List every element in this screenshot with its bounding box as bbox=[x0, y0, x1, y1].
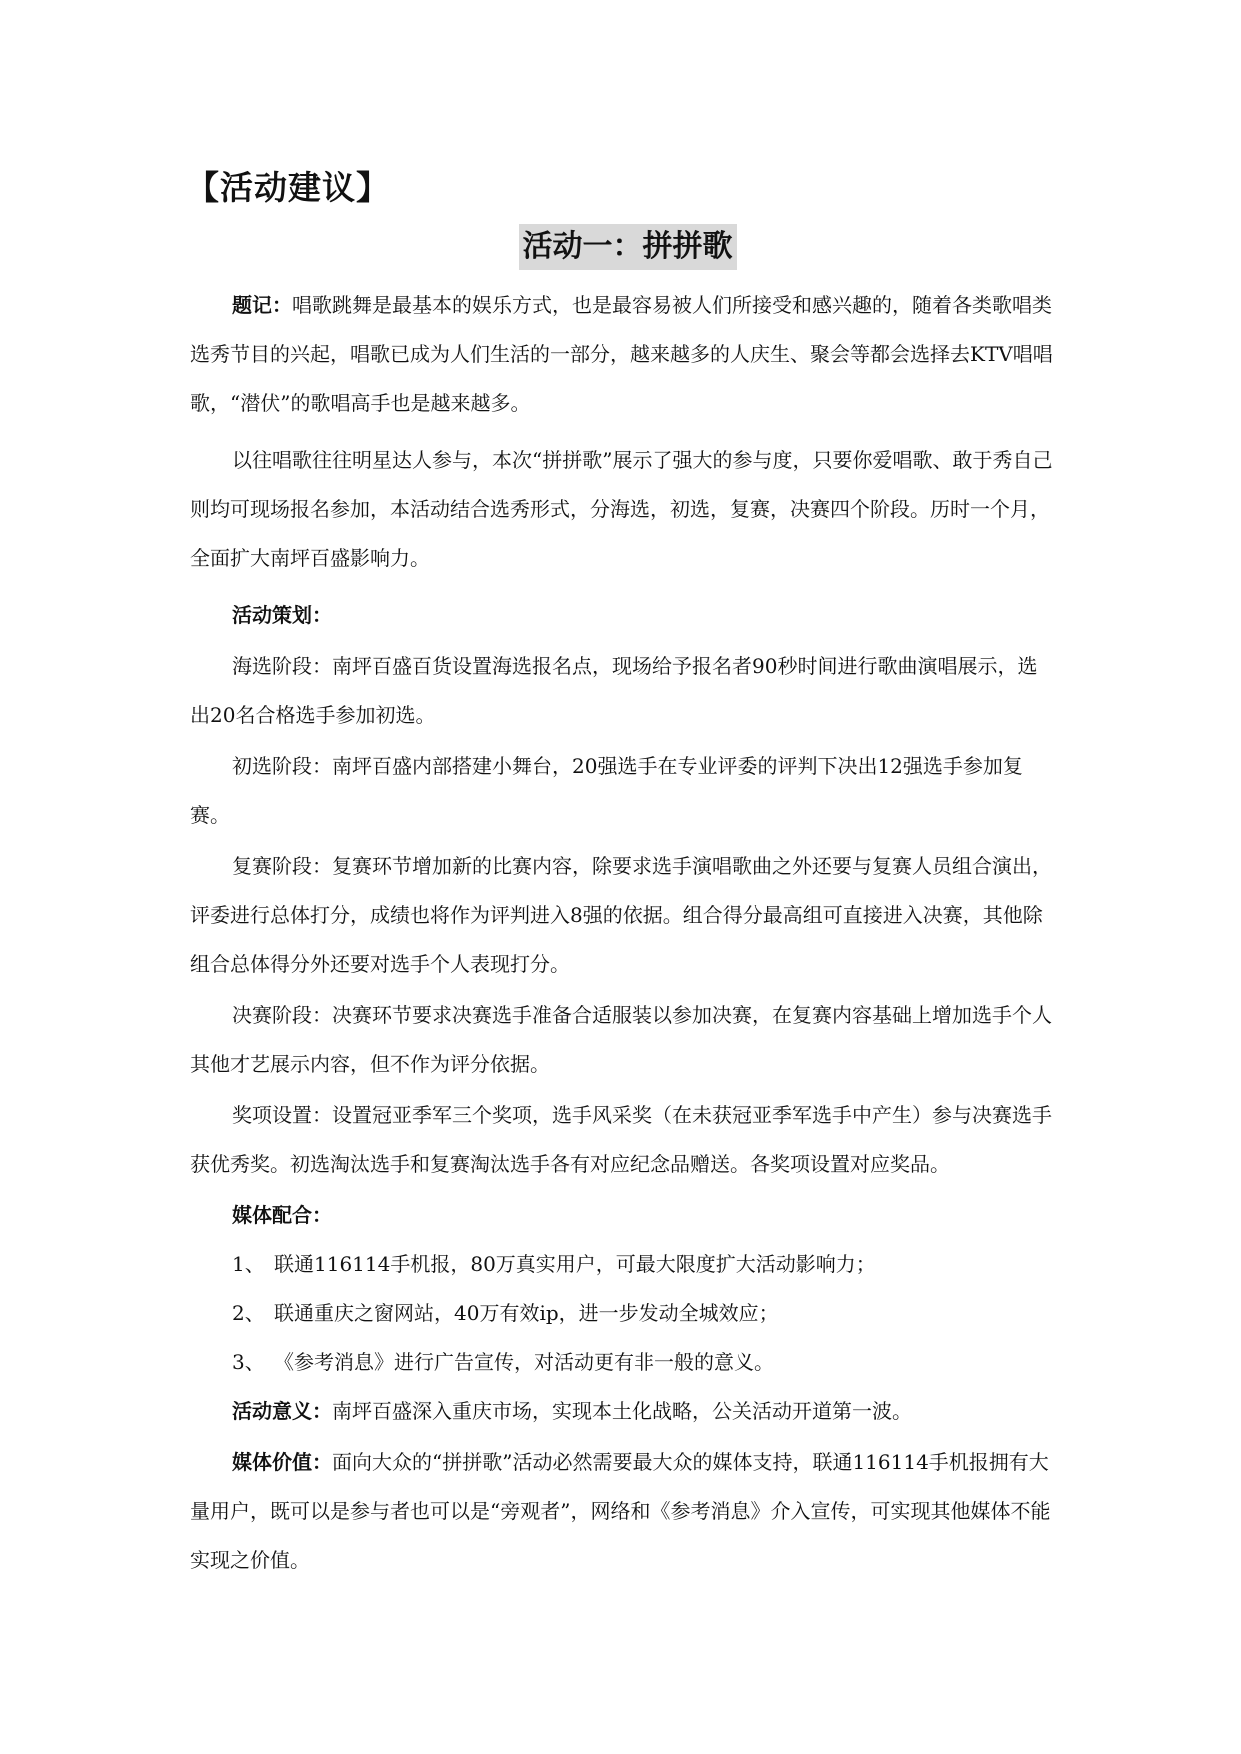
section-heading: 【活动建议】 bbox=[186, 168, 390, 207]
media-item-number: 2、 bbox=[232, 1301, 265, 1325]
tiji-text: 唱歌跳舞是最基本的娱乐方式，也是最容易被人们所接受和感兴趣的，随着各类歌唱类选秀节目的兴起，唱歌已成为人们生活的一部分，越来越多的人庆生、聚会等都会选择去KTV唱唱歌，“潜伏”的歌唱高手也是越来越多。 bbox=[190, 293, 1053, 415]
media-item-number: 3、 bbox=[232, 1350, 265, 1374]
media-heading bbox=[190, 1191, 1056, 1240]
meaning-text: 南坪百盛深入重庆市场，实现本土化战略，公关活动开道第一波。 bbox=[332, 1399, 912, 1423]
plan-heading bbox=[190, 591, 1056, 640]
value-text: 面向大众的“拼拼歌”活动必然需要最大众的媒体支持，联通116114手机报拥有大量用户，既可以是参与者也可以是“旁观者”，网络和《参考消息》介入宣传，可实现其他媒体不能实现之价值。 bbox=[190, 1450, 1051, 1572]
document-body bbox=[190, 281, 1056, 1585]
award-paragraph: 奖项设置：设置冠亚季军三个奖项，选手风采奖（在未获冠亚季军选手中产生）参与决赛选手获优秀奖。初选淘汰选手和复赛淘汰选手各有对应纪念品赠送。各奖项设置对应奖品。 bbox=[190, 1103, 1052, 1176]
media-item bbox=[190, 1240, 1056, 1289]
value-label: 媒体价值： bbox=[232, 1450, 332, 1474]
activity-title-container bbox=[0, 224, 1241, 270]
intro-paragraph: 以往唱歌往往明星达人参与，本次“拼拼歌”展示了强大的参与度，只要你爱唱歌、敢于秀自己则均可现场报名参加，本活动结合选秀形式，分海选，初选，复赛，决赛四个阶段。历时一个月，全面扩大南坪百盛影响力。 bbox=[190, 448, 1053, 570]
fusai-paragraph: 复赛阶段：复赛环节增加新的比赛内容，除要求选手演唱歌曲之外还要与复赛人员组合演出，评委进行总体打分，成绩也将作为评判进入8强的依据。组合得分最高组可直接进入决赛，其他除组合总体得分外还要对选手个人表现打分。 bbox=[190, 854, 1052, 976]
media-label: 媒体配合： bbox=[232, 1203, 332, 1227]
juesai-paragraph: 决赛阶段：决赛环节要求决赛选手准备合适服装以参加决赛，在复赛内容基础上增加选手个人其他才艺展示内容，但不作为评分依据。 bbox=[190, 1003, 1052, 1076]
media-item-text: 联通重庆之窗网站，40万有效ip，进一步发动全城效应； bbox=[274, 1301, 779, 1325]
media-item bbox=[190, 1338, 1056, 1387]
media-item-text: 联通116114手机报，80万真实用户，可最大限度扩大活动影响力； bbox=[274, 1252, 876, 1276]
tiji-paragraph bbox=[190, 281, 1056, 428]
chuxuan-paragraph: 初选阶段：南坪百盛内部搭建小舞台，20强选手在专业评委的评判下决出12强选手参加复赛。 bbox=[190, 754, 1023, 827]
activity-title: 活动一：拼拼歌 bbox=[519, 224, 737, 270]
media-item bbox=[190, 1289, 1056, 1338]
tiji-label: 题记： bbox=[232, 293, 292, 317]
plan-label: 活动策划： bbox=[232, 603, 332, 627]
media-item-text: 《参考消息》进行广告宣传，对活动更有非一般的意义。 bbox=[274, 1350, 774, 1374]
media-item-number: 1、 bbox=[232, 1252, 265, 1276]
meaning-paragraph bbox=[190, 1387, 1056, 1436]
value-paragraph bbox=[190, 1438, 1056, 1585]
haixuan-paragraph: 海选阶段：南坪百盛百货设置海选报名点，现场给予报名者90秒时间进行歌曲演唱展示，选出20名合格选手参加初选。 bbox=[190, 654, 1038, 727]
meaning-label: 活动意义： bbox=[232, 1399, 332, 1423]
